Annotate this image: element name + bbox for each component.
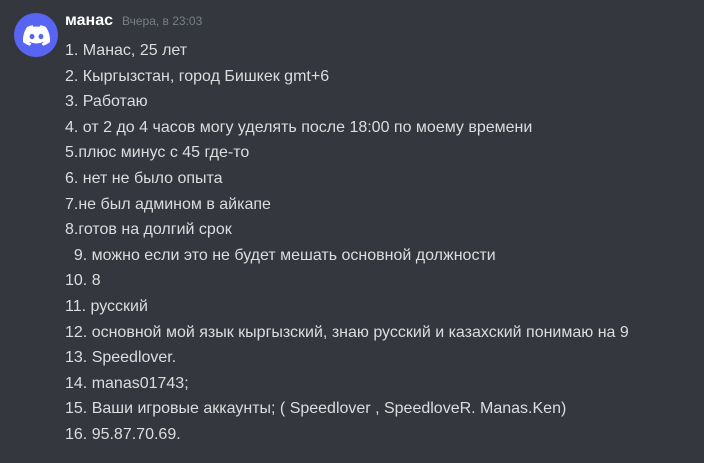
message-line: 6. нет не было опыта [65, 169, 223, 187]
message-line: 9. можно если это не будет мешать основной должности [65, 246, 496, 264]
message-line: 16. 95.87.70.69. [65, 425, 181, 443]
discord-logo-icon [23, 25, 50, 46]
message-line: 10. 8 [65, 272, 101, 290]
message-line: 14. manas01743; [65, 374, 189, 392]
message-line: 8.готов на долгий срок [65, 221, 232, 239]
message-line: 3. Работаю [65, 93, 148, 111]
message-line: 7.не был админом в айкапе [65, 195, 271, 213]
message-line: 4. от 2 до 4 часов могу уделять после 18:00 по моему времени [65, 118, 533, 136]
message-line: 11. русский [65, 297, 148, 315]
message-body [65, 38, 629, 448]
message-line: 13. Speedlover. [65, 349, 177, 367]
message-line: 1. Манас, 25 лет [65, 42, 188, 59]
message-line: 2. Кыргызстан, город Бишкек gmt+6 [65, 67, 330, 85]
message-line: 5.плюс минус с 45 где-то [65, 144, 250, 162]
message-timestamp: Вчера, в 23:03 [121, 14, 203, 28]
message-line: 12. основной мой язык кыргызский, знаю русский и казахский понимаю на 9 [65, 323, 629, 341]
message-author[interactable]: манас [65, 12, 113, 29]
message-header [65, 11, 629, 31]
message-line: 15. Ваши игровые аккаунты; ( Speedlover , SpeedloveR. Manas.Ken) [65, 400, 567, 418]
message-content [65, 11, 629, 448]
avatar[interactable] [14, 13, 58, 57]
